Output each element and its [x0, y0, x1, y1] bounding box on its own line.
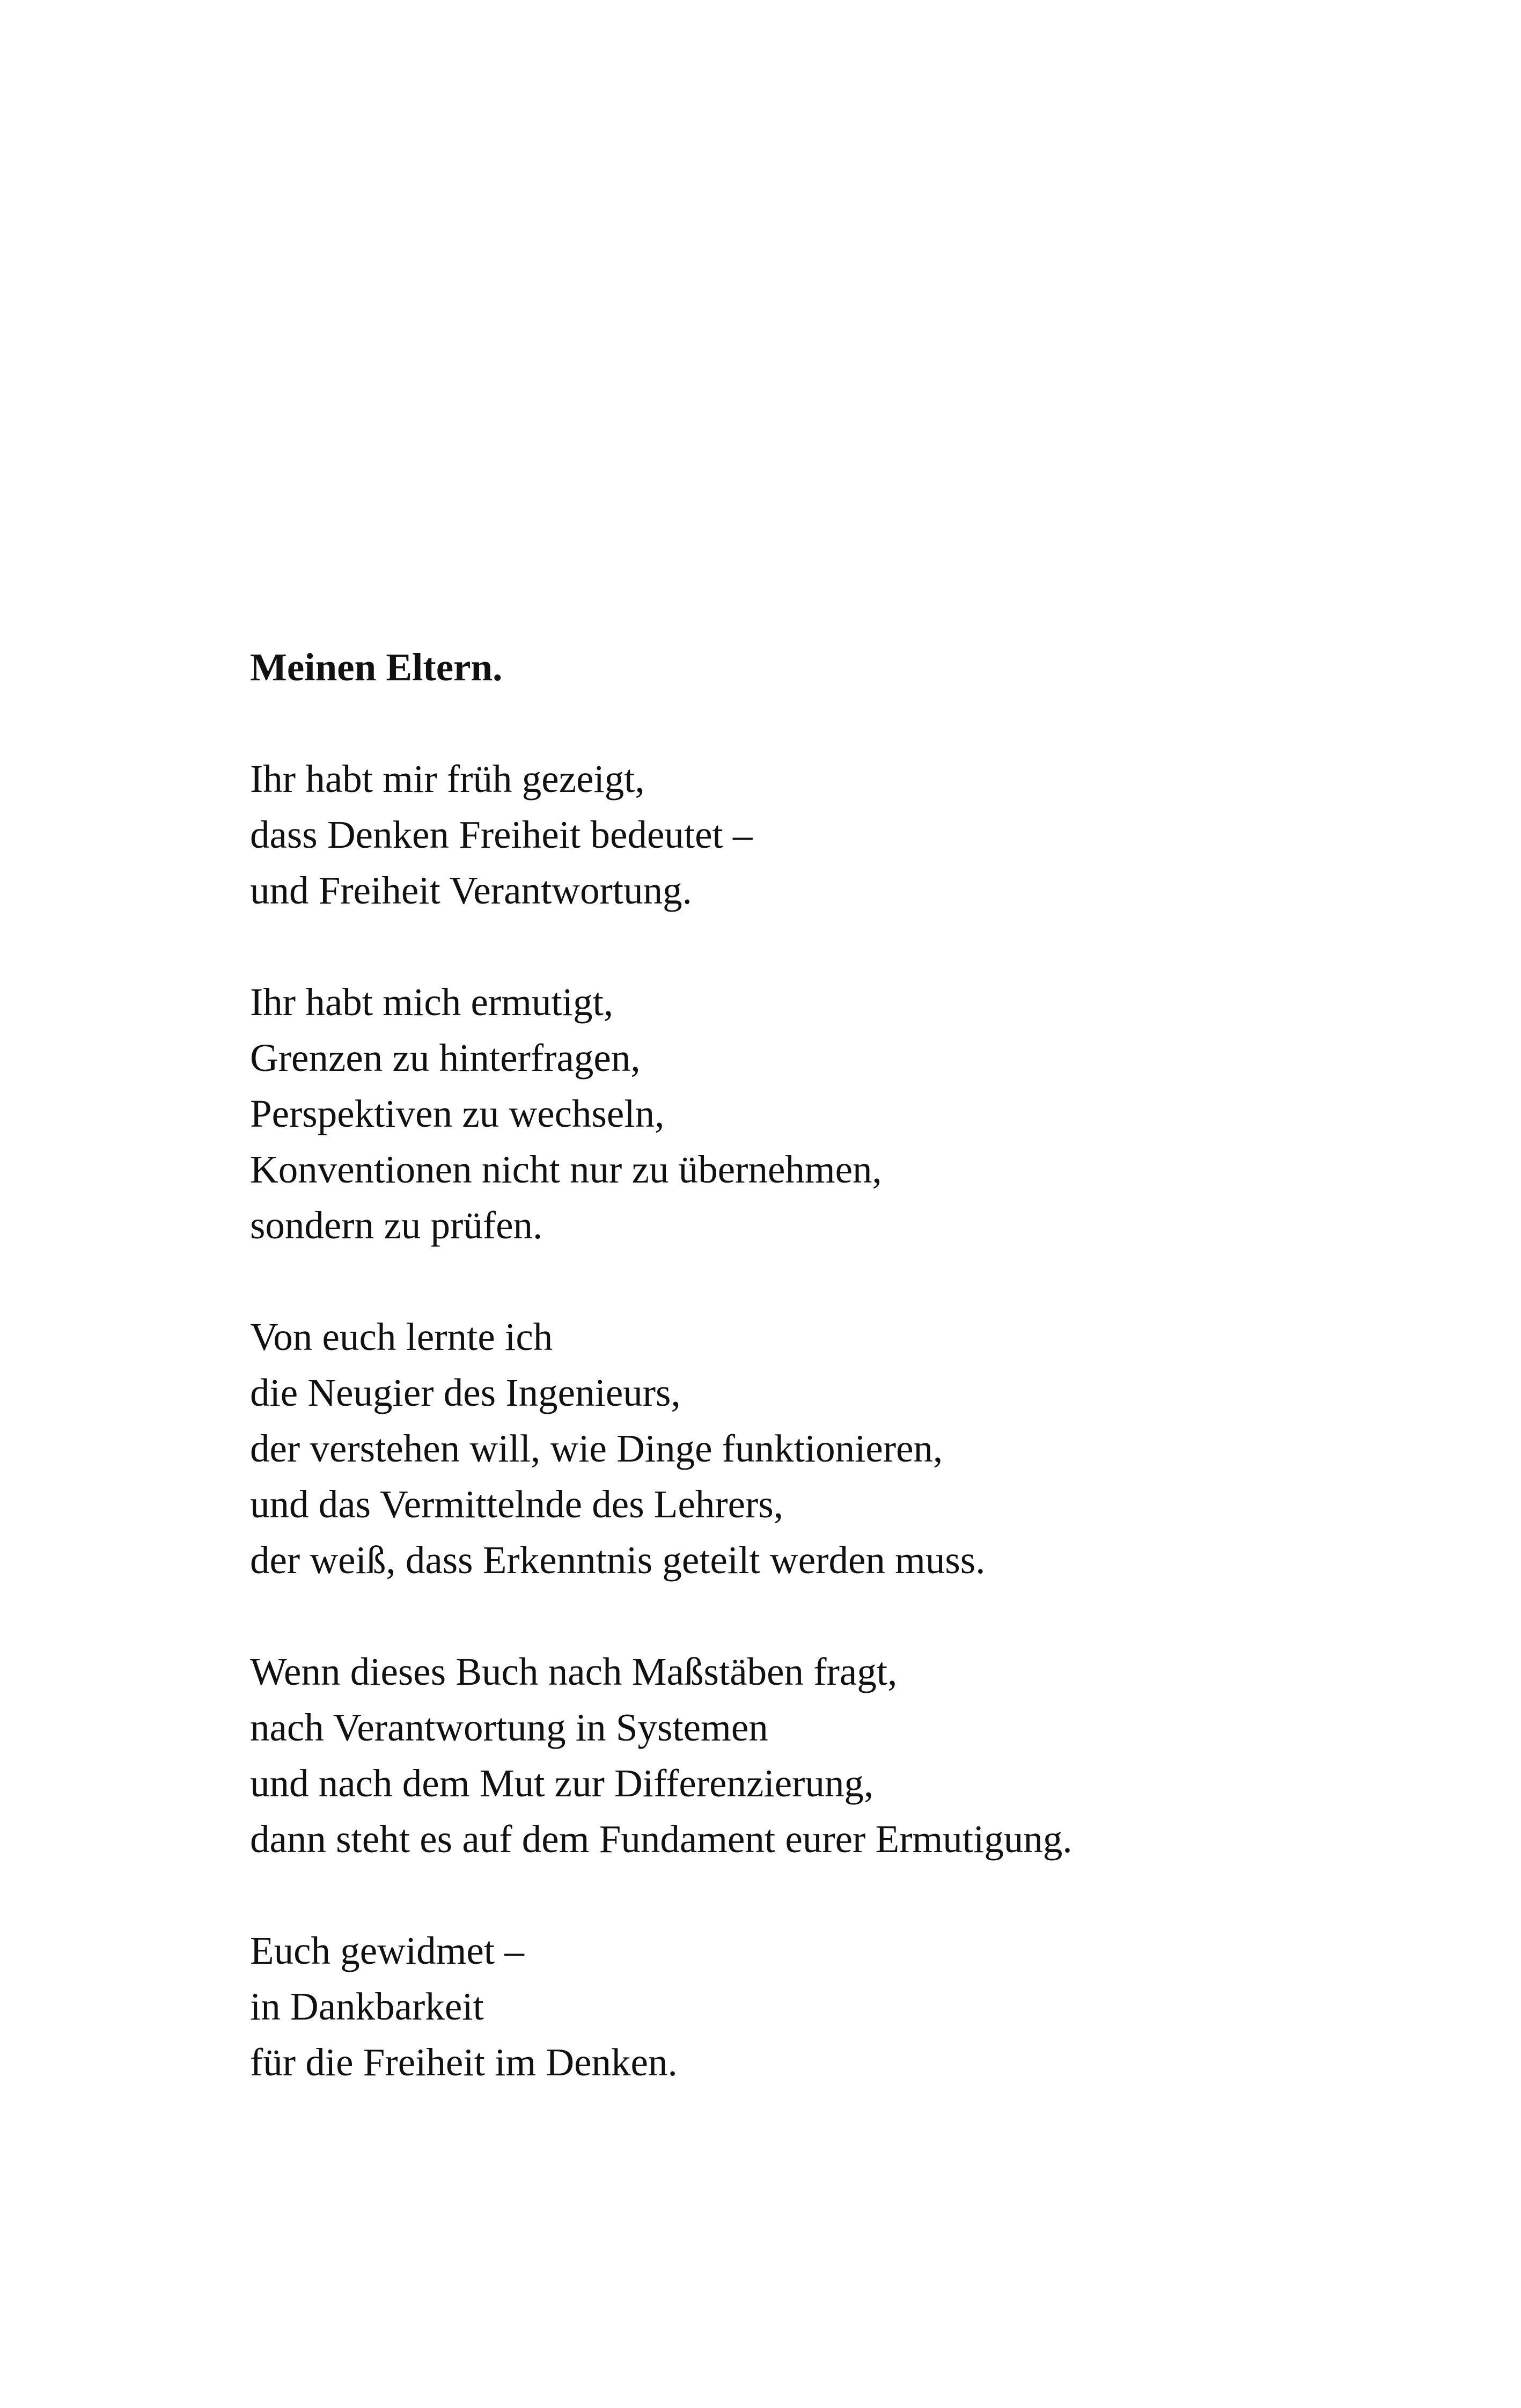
poem-line: Von euch lernte ich	[250, 1315, 553, 1359]
stanza-4	[250, 1644, 1430, 1867]
poem-line: der weiß, dass Erkenntnis geteilt werden muss.	[250, 1538, 986, 1582]
poem-line: Ihr habt mir früh gezeigt,	[250, 757, 645, 801]
stanza-5	[250, 1923, 1430, 2090]
stanza-1	[250, 751, 1430, 919]
poem-line: Euch gewidmet –	[250, 1929, 524, 1972]
poem-line: Grenzen zu hinterfragen,	[250, 1036, 641, 1080]
poem-line: die Neugier des Ingenieurs,	[250, 1371, 681, 1414]
poem-line: der verstehen will, wie Dinge funktionieren,	[250, 1427, 943, 1470]
stanza-3	[250, 1309, 1430, 1588]
poem-line: Ihr habt mich ermutigt,	[250, 980, 614, 1024]
poem-line: und Freiheit Verantwortung.	[250, 869, 692, 912]
poem-line: für die Freiheit im Denken.	[250, 2040, 678, 2084]
stanza-2	[250, 974, 1430, 1253]
poem-line: nach Verantwortung in Systemen	[250, 1706, 768, 1749]
poem-line: dann steht es auf dem Fundament eurer Ermutigung.	[250, 1817, 1072, 1861]
poem-line: Perspektiven zu wechseln,	[250, 1092, 665, 1135]
dedication-heading: Meinen Eltern.	[250, 645, 503, 689]
dedication	[250, 640, 1430, 2090]
poem-line: Konventionen nicht nur zu übernehmen,	[250, 1148, 882, 1191]
poem-line: dass Denken Freiheit bedeutet –	[250, 813, 753, 856]
poem-line: und nach dem Mut zur Differenzierung,	[250, 1761, 874, 1805]
poem-line: Wenn dieses Buch nach Maßstäben fragt,	[250, 1650, 898, 1693]
poem-line: in Dankbarkeit	[250, 1985, 484, 2028]
poem-line: und das Vermittelnde des Lehrers,	[250, 1482, 784, 1526]
poem-line: sondern zu prüfen.	[250, 1203, 543, 1247]
